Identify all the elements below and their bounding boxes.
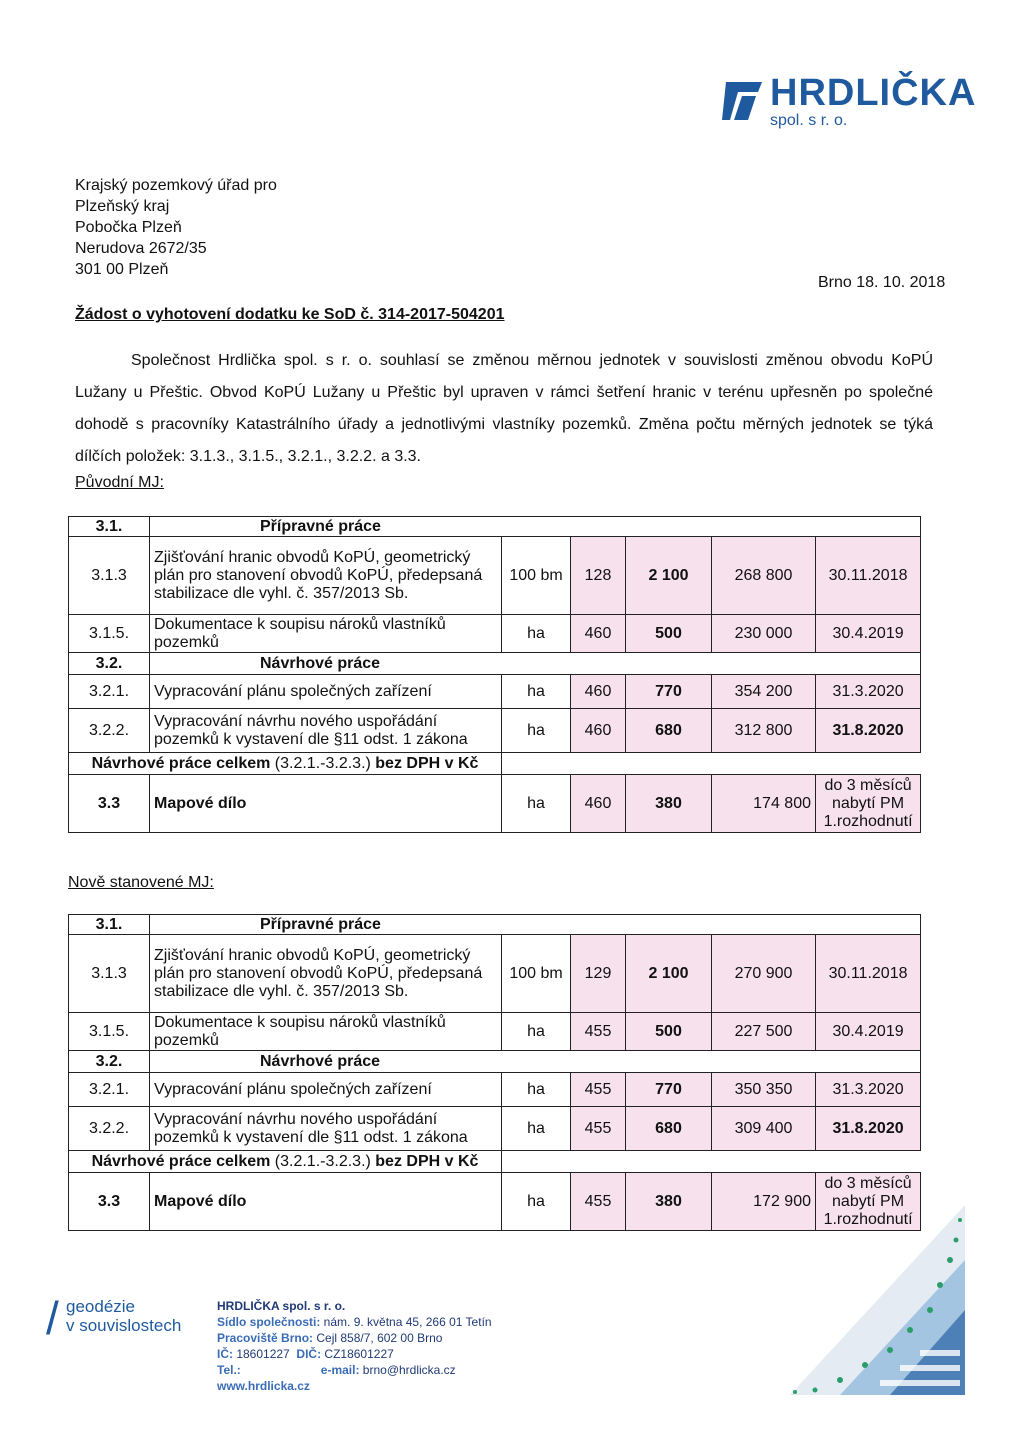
item-unit: ha — [502, 1107, 571, 1151]
item-unit: 100 bm — [502, 935, 571, 1013]
slogan-line: v souvislostech — [66, 1316, 182, 1335]
footer-ids: IČ: 18601227 DIČ: CZ18601227 — [217, 1347, 394, 1361]
item-unit: 100 bm — [502, 537, 571, 615]
item-total: 227 500 — [712, 1013, 816, 1051]
table-row — [69, 1107, 921, 1151]
original-mj-table — [68, 516, 921, 833]
item-quantity: 460 — [571, 675, 626, 709]
summary-label: Návrhové práce celkem (3.2.1.-3.2.3.) bez DPH v Kč — [69, 1151, 502, 1173]
table-row — [69, 615, 921, 653]
summary-row — [69, 1151, 921, 1173]
item-deadline: 30.11.2018 — [816, 935, 921, 1013]
table-row — [69, 675, 921, 709]
item-unit-price: 770 — [626, 675, 712, 709]
item-total: 172 900 — [712, 1173, 816, 1231]
item-deadline: 30.4.2019 — [816, 1013, 921, 1051]
item-quantity: 455 — [571, 1013, 626, 1051]
item-total: 270 900 — [712, 935, 816, 1013]
section-title: Návrhové práce — [150, 1051, 921, 1073]
footer-company-info — [217, 1298, 492, 1394]
section-row — [69, 517, 921, 537]
item-code: 3.2.2. — [69, 709, 150, 753]
section-row — [69, 915, 921, 935]
item-description: Dokumentace k soupisu nároků vlastníků pozemků — [150, 1013, 502, 1051]
item-unit: ha — [502, 1073, 571, 1107]
section-row — [69, 653, 921, 675]
item-unit-price: 680 — [626, 1107, 712, 1151]
address-line: Krajský pozemkový úřad pro — [75, 177, 277, 194]
item-code: 3.3 — [69, 775, 150, 833]
item-description: Dokumentace k soupisu nároků vlastníků pozemků — [150, 615, 502, 653]
item-description: Vypracování plánu společných zařízení — [150, 675, 502, 709]
summary-row — [69, 753, 921, 775]
item-description: Vypracování plánu společných zařízení — [150, 1073, 502, 1107]
letter-subject: Žádost o vyhotovení dodatku ke SoD č. 314-2017-504201 — [75, 306, 505, 323]
summary-label: Návrhové práce celkem (3.2.1.-3.2.3.) bez DPH v Kč — [69, 753, 502, 775]
item-quantity: 460 — [571, 709, 626, 753]
item-total: 268 800 — [712, 537, 816, 615]
item-total: 230 000 — [712, 615, 816, 653]
item-quantity: 455 — [571, 1073, 626, 1107]
address-line: Plzeňský kraj — [75, 198, 170, 215]
item-unit-price: 500 — [626, 1013, 712, 1051]
item-description: Zjišťování hranic obvodů KoPÚ, geometrický plán pro stanovení obvodů KoPÚ, předepsaná stabilizace dle vyhl. č. 357/2013 Sb. — [150, 935, 502, 1013]
item-unit: ha — [502, 1173, 571, 1231]
table-row — [69, 537, 921, 615]
address-line: Pobočka Plzeň — [75, 219, 182, 236]
item-code: 3.1.3 — [69, 935, 150, 1013]
item-deadline: 30.4.2019 — [816, 615, 921, 653]
item-unit: ha — [502, 615, 571, 653]
section-code: 3.1. — [69, 915, 150, 935]
item-quantity: 460 — [571, 615, 626, 653]
section-code: 3.2. — [69, 1051, 150, 1073]
item-deadline: do 3 měsíců nabytí PM 1.rozhodnutí — [816, 1173, 921, 1231]
address-line: Nerudova 2672/35 — [75, 240, 207, 257]
footer-office: Pracoviště Brno: Cejl 858/7, 602 00 Brno — [217, 1331, 443, 1345]
original-mj-label: Původní MJ: — [75, 474, 164, 491]
item-code: 3.2.1. — [69, 675, 150, 709]
item-deadline: 31.8.2020 — [816, 709, 921, 753]
item-unit-price: 2 100 — [626, 537, 712, 615]
body-paragraph: Společnost Hrdlička spol. s r. o. souhlasí se změnou měrnou jednotek v souvislosti změnou obvodu KoPÚ Lužany u Přeštic. Obvod KoPÚ Lužany u Přeštic byl upraven v rámci šetření hranic v terénu upřesněn po společné dohodě s pracovníky Katastrálního úřady a jednotlivými vlastníky pozemků. Změna počtu měrných jednotek se týká dílčích položek: 3.1.3., 3.1.5., 3.2.1., 3.2.2. a 3.3. — [75, 352, 933, 465]
item-description: Mapové dílo — [150, 775, 502, 833]
item-unit-price: 500 — [626, 615, 712, 653]
item-unit: ha — [502, 709, 571, 753]
logo-subtitle: spol. s r. o. — [770, 112, 848, 129]
summary-spacer — [502, 753, 921, 775]
item-total: 354 200 — [712, 675, 816, 709]
item-code: 3.1.5. — [69, 615, 150, 653]
table-row — [69, 935, 921, 1013]
item-description: Vypracování návrhu nového uspořádání pozemků k vystavení dle §11 odst. 1 zákona — [150, 709, 502, 753]
table-row — [69, 775, 921, 833]
item-code: 3.2.2. — [69, 1107, 150, 1151]
item-deadline: do 3 měsíců nabytí PM 1.rozhodnutí — [816, 775, 921, 833]
item-total: 312 800 — [712, 709, 816, 753]
item-total: 350 350 — [712, 1073, 816, 1107]
item-code: 3.1.3 — [69, 537, 150, 615]
item-quantity: 455 — [571, 1107, 626, 1151]
item-unit: ha — [502, 675, 571, 709]
item-unit: ha — [502, 1013, 571, 1051]
decorative-corner-graphic-icon — [770, 1200, 970, 1400]
letter-date: Brno 18. 10. 2018 — [818, 274, 946, 291]
item-unit-price: 770 — [626, 1073, 712, 1107]
logo-name: HRDLIČKA — [770, 72, 977, 114]
section-title: Přípravné práce — [150, 517, 921, 537]
footer-slogan — [46, 1292, 182, 1344]
item-description: Vypracování návrhu nového uspořádání pozemků k vystavení dle §11 odst. 1 zákona — [150, 1107, 502, 1151]
new-mj-table — [68, 914, 921, 1231]
item-unit-price: 380 — [626, 1173, 712, 1231]
section-title: Návrhové práce — [150, 653, 921, 675]
footer-web: www.hrdlicka.cz — [217, 1379, 310, 1393]
table-row — [69, 1073, 921, 1107]
item-unit-price: 680 — [626, 709, 712, 753]
section-row — [69, 1051, 921, 1073]
footer-seat: Sídlo společnosti: nám. 9. května 45, 266 01 Tetín — [217, 1315, 492, 1329]
item-total: 174 800 — [712, 775, 816, 833]
slash-icon: / — [46, 1292, 59, 1344]
item-code: 3.1.5. — [69, 1013, 150, 1051]
item-code: 3.2.1. — [69, 1073, 150, 1107]
table-row — [69, 1013, 921, 1051]
item-quantity: 129 — [571, 935, 626, 1013]
item-quantity: 460 — [571, 775, 626, 833]
section-title: Přípravné práce — [150, 915, 921, 935]
item-description: Mapové dílo — [150, 1173, 502, 1231]
section-code: 3.1. — [69, 517, 150, 537]
item-unit-price: 2 100 — [626, 935, 712, 1013]
item-deadline: 30.11.2018 — [816, 537, 921, 615]
item-unit-price: 380 — [626, 775, 712, 833]
new-mj-label: Nově stanovené MJ: — [68, 874, 214, 891]
item-quantity: 455 — [571, 1173, 626, 1231]
hrdlicka-logo-icon — [720, 78, 764, 122]
section-code: 3.2. — [69, 653, 150, 675]
item-total: 309 400 — [712, 1107, 816, 1151]
item-quantity: 128 — [571, 537, 626, 615]
company-logo — [720, 72, 977, 132]
summary-spacer — [502, 1151, 921, 1173]
item-description: Zjišťování hranic obvodů KoPÚ, geometrický plán pro stanovení obvodů KoPÚ, předepsaná stabilizace dle vyhl. č. 357/2013 Sb. — [150, 537, 502, 615]
letter-body — [75, 345, 933, 473]
item-unit: ha — [502, 775, 571, 833]
item-deadline: 31.3.2020 — [816, 1073, 921, 1107]
footer-company-name: HRDLIČKA spol. s r. o. — [217, 1299, 346, 1313]
table-row — [69, 709, 921, 753]
item-deadline: 31.3.2020 — [816, 675, 921, 709]
item-deadline: 31.8.2020 — [816, 1107, 921, 1151]
item-code: 3.3 — [69, 1173, 150, 1231]
footer-contact: Tel.: e-mail: brno@hrdlicka.cz — [217, 1363, 456, 1377]
slogan-line: geodézie — [66, 1297, 136, 1316]
recipient-address — [75, 175, 277, 280]
address-line: 301 00 Plzeň — [75, 261, 169, 278]
